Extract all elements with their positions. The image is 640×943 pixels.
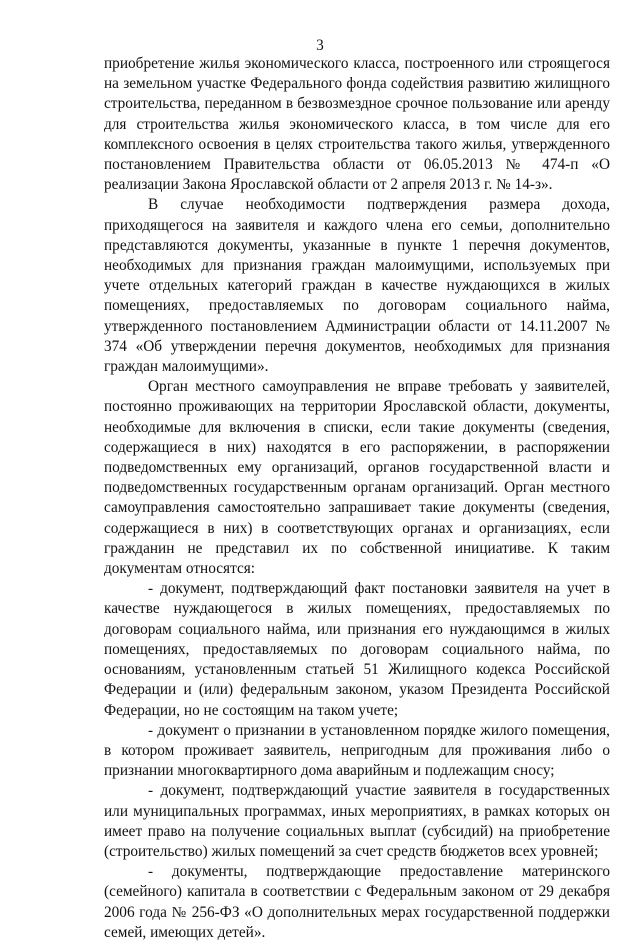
list-item: - документ о признании в установленном порядке жилого помещения, в котором проживает заявитель, непригодным для проживания либо о признании многоквартирного дома аварийным и подлежащим сносу;	[104, 721, 610, 780]
paragraph: Орган местного самоуправления не вправе требовать у заявителей, постоянно проживающих на территории Ярославской области, документы, необходимые для включения в списки, если такие документы (сведения, содержащиеся в них) находятся в его распоряжении, в распоряжении подведомственных ему организаций, органов государственной власти и подведомственных государственным органам организаций. Орган местного самоуправления самостоятельно запрашивает такие документы (сведения, содержащиеся в них) в соответствующих органах и организациях, если гражданин не представил их по собственной инициативе. К таким документам относятся:	[104, 378, 610, 578]
page-number: 3	[316, 37, 324, 54]
paragraph: приобретение жилья экономического класса, построенного или строящегося на земельном участке Федерального фонда содействия развитию жилищного строительства, переданном в безвозмездное срочное пользование или аренду для строительства жилья экономического класса, в том числе для его комплексного освоения в целях строительства такого жилья, утвержденного постановлением Правительства области от 06.05.2013 № 474-п «О реализации Закона Ярославской области от 2 апреля 2013 г. № 14-з».	[104, 55, 610, 194]
list-item: - документы, подтверждающие предоставление материнского (семейного) капитала в соответствии с Федеральным законом от 29 декабря 2006 года № 256-ФЗ «О дополнительных мерах государственной поддержки семей, имеющих детей».	[104, 863, 610, 941]
list-item: - документ, подтверждающий участие заявителя в государственных или муниципальных программах, иных мероприятиях, в рамках которых он имеет право на получение социальных выплат (субсидий) на приобретение (строительство) жилых помещений за счет средств бюджетов всех уровней;	[104, 782, 610, 860]
paragraph: В случае необходимости подтверждения размера дохода, приходящегося на заявителя и каждого члена его семьи, дополнительно представляются документы, указанные в пункте 1 перечня документов, необходимых для признания граждан малоимущими, используемых при учете отдельных категорий граждан в качестве нуждающихся в жилых помещениях, предоставляемых по договорам социального найма, утвержденного постановлением Администрации области от 14.11.2007 № 374 «Об утверждении перечня документов, необходимых для признания граждан малоимущими».	[104, 196, 610, 376]
list-item: - документ, подтверждающий факт постановки заявителя на учет в качестве нуждающегося в жилых помещениях, предоставляемых по договорам социального найма, или признания его нуждающимся в жилых помещениях, предоставляемых по договорам социального найма, по основаниям, установленным статьей 51 Жилищного кодекса Российской Федерации и (или) федеральным законом, указом Президента Российской Федерации, но не состоящим на таком учете;	[104, 580, 610, 719]
document-body	[104, 54, 610, 943]
